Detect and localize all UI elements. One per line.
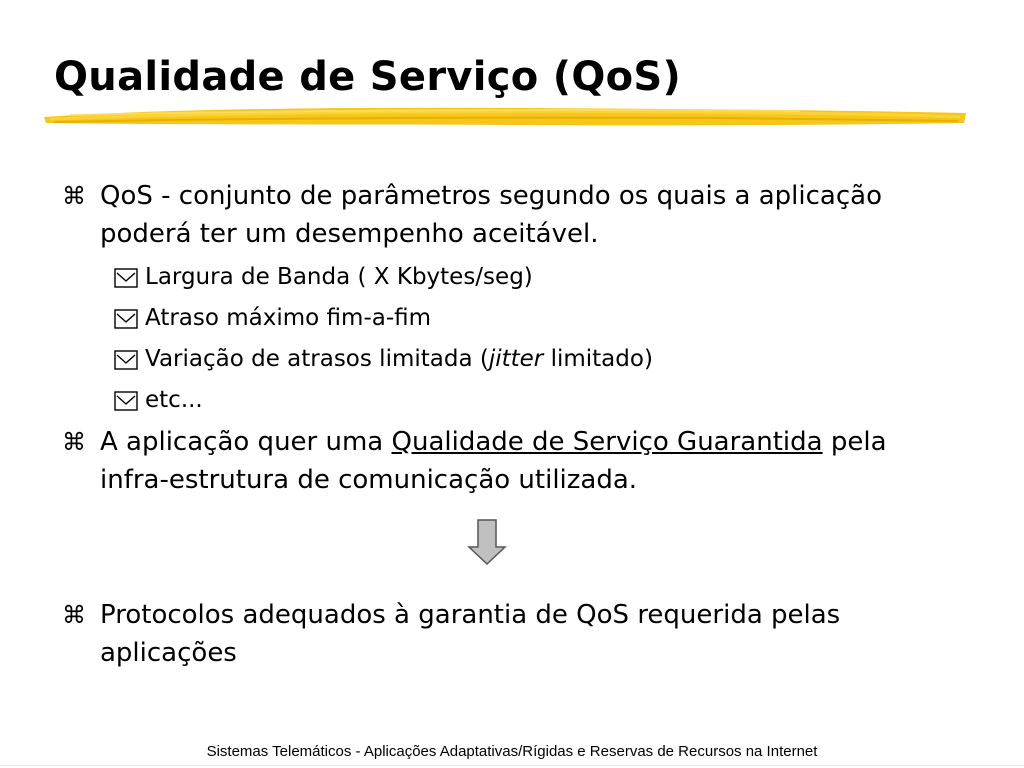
envelope-checkbox-icon — [114, 391, 138, 411]
text-segment: limitado) — [543, 346, 653, 372]
slide-footer: Sistemas Telemáticos - Aplicações Adaptativas/Rígidas e Reservas de Recursos na Internet — [206, 743, 818, 760]
sub-bullet-text — [145, 344, 653, 374]
envelope-checkbox-icon — [114, 350, 138, 370]
bullet-text: Protocolos adequados à garantia de QoS requerida pelas — [100, 600, 841, 630]
command-key-icon: ⌘ — [62, 428, 86, 456]
command-key-icon: ⌘ — [62, 182, 86, 210]
bullet-text: aplicações — [100, 638, 237, 668]
envelope-checkbox-icon — [114, 309, 138, 329]
sub-bullet-text: Atraso máximo fim-a-fim — [145, 305, 432, 331]
bullet-text: infra-estrutura de comunicação utilizada. — [100, 465, 638, 495]
sub-bullet-text: Largura de Banda ( X Kbytes/seg) — [145, 264, 533, 290]
sub-bullet-text: etc... — [145, 387, 203, 413]
envelope-checkbox-icon — [114, 268, 138, 288]
underlined-term: Qualidade de Serviço Guarantida — [391, 427, 823, 457]
text-segment: Variação de atrasos limitada ( — [145, 346, 489, 372]
slide-title: Qualidade de Serviço (QoS) — [54, 54, 682, 100]
command-key-icon: ⌘ — [62, 601, 86, 629]
bullet-text — [100, 424, 887, 461]
bullet-text: poderá ter um desempenho aceitável. — [100, 219, 599, 249]
italic-term: jitter — [488, 346, 544, 372]
text-segment: pela — [822, 427, 887, 457]
text-segment: A aplicação quer uma — [100, 427, 392, 457]
down-arrow-icon — [467, 518, 507, 566]
bullet-text: QoS - conjunto de parâmetros segundo os quais a aplicação — [100, 181, 882, 211]
